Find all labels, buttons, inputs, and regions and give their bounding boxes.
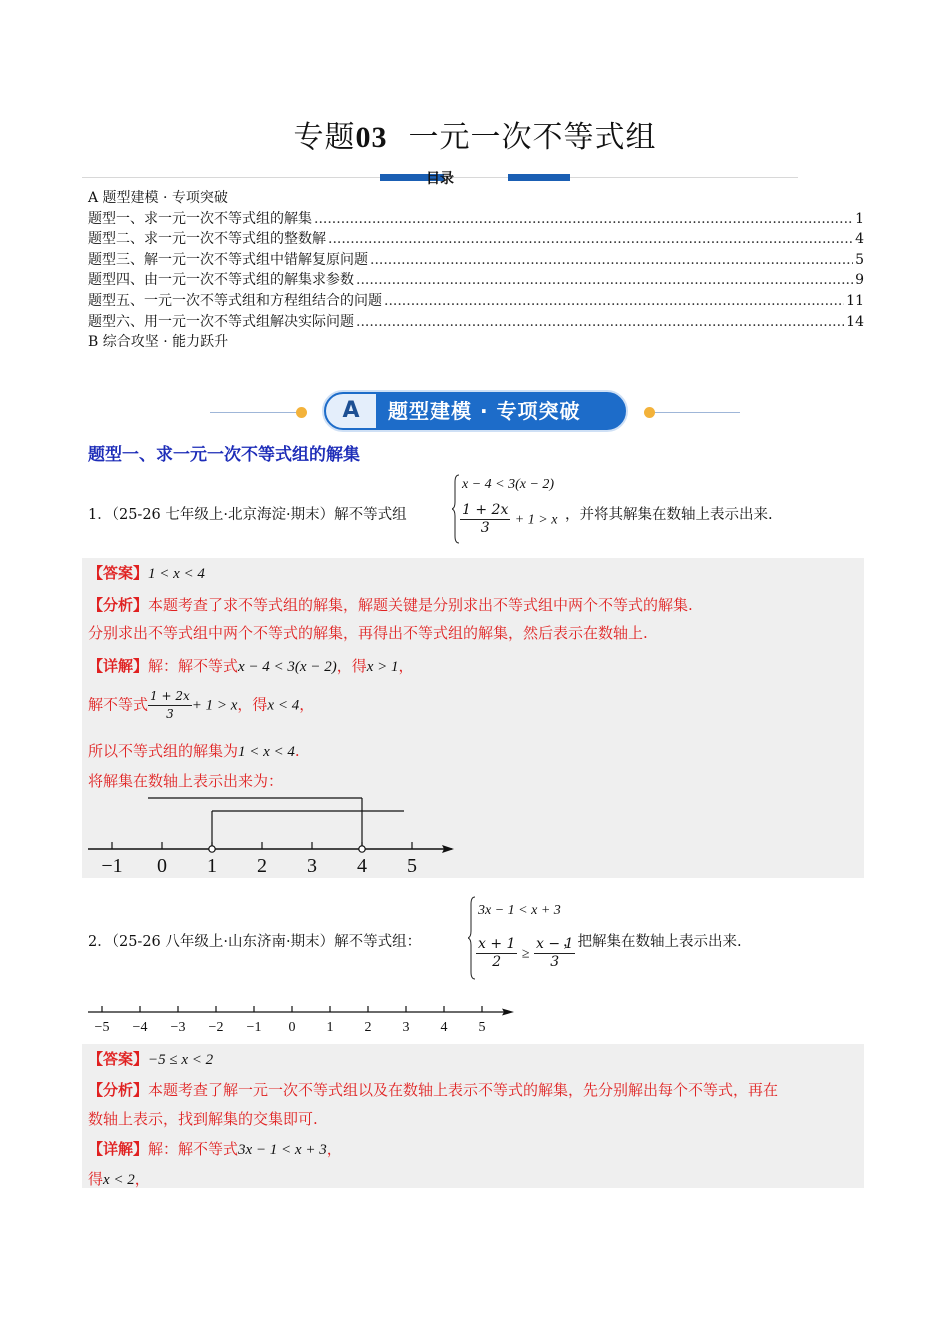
question-1: 1．（25-26 七年级上·北京海淀·期末）解不等式组 [88, 507, 407, 523]
q2-suffix: ，把解集在数轴上表示出来. [563, 934, 742, 950]
axis-tick-label: 2 [364, 1020, 372, 1035]
toc-part-b[interactable]: B 综合攻坚 · 能力跃升 [88, 334, 229, 351]
axis-tick-label: 3 [307, 855, 317, 877]
a1-analysis-2: 分别求出不等式组中两个不等式的解集，再得出不等式组的解集，然后表示在数轴上. [88, 624, 648, 642]
toc-item[interactable]: 题型四、由一元一次不等式组的解集求参数 ..... 9 [88, 270, 864, 291]
banner-line-right [650, 412, 740, 413]
toc-header [82, 168, 798, 188]
axis-tick-label: −5 [94, 1020, 110, 1035]
axis-tick-label: 0 [157, 855, 167, 877]
axis-tick-label: 5 [407, 855, 417, 877]
banner-line-left [210, 412, 300, 413]
banner-letter-badge: A [326, 394, 376, 428]
axis-tick-label: −1 [101, 855, 123, 877]
axis-tick-label: −3 [170, 1020, 186, 1035]
axis-tick-label: 3 [402, 1020, 410, 1035]
a2-detail-1: 【详解】解：解不等式3x − 1 < x + 3， [88, 1140, 342, 1158]
axis-tick-label: 1 [326, 1020, 334, 1035]
a2-analysis-1: 【分析】本题考查了解一元一次不等式组以及在数轴上表示不等式的解集，先分别解出每个不等式，再在 [88, 1081, 779, 1099]
a1-detail-2: 解不等式 $\frac{1 + 2x}{3}$ + 1 > x，得x < 4， [88, 689, 315, 721]
axis-tick-label: 0 [288, 1020, 296, 1035]
a1-answer: 【答案】1 < x < 4 [88, 564, 205, 582]
a2-detail-2: 得x < 2， [88, 1170, 150, 1188]
a1-detail-3: 所以不等式组的解集为1 < x < 4. [88, 742, 300, 760]
axis-tick-label: 4 [440, 1020, 448, 1035]
banner-dot-right [644, 407, 655, 418]
section-title: 题型一、求一元一次不等式组的解集 [88, 445, 360, 465]
axis-tick-label: −4 [132, 1020, 148, 1035]
a2-answer: 【答案】−5 ≤ x < 2 [88, 1050, 214, 1068]
number-line-1 [82, 792, 482, 878]
toc-item[interactable]: 题型五、一元一次不等式组和方程组结合的问题 ..... 11 [88, 291, 864, 312]
axis-tick-label: −1 [246, 1020, 262, 1035]
axis-tick-label: 5 [478, 1020, 486, 1035]
brace-icon [452, 474, 460, 544]
page-title [0, 112, 950, 156]
toc-item[interactable]: 题型六、用一元一次不等式组解决实际问题 ..... 14 [88, 312, 864, 333]
a1-detail-4: 将解集在数轴上表示出来为： [88, 772, 284, 790]
q2-ineq2: $\frac{x + 1}{2}$ ≥ $\frac{x - 1}{3}$ [478, 936, 574, 970]
brace-icon [468, 896, 476, 980]
q1-ineq2: $\frac{1 + 2x}{3}$ + 1 > x [462, 502, 558, 536]
axis-tick-label: 4 [357, 855, 367, 877]
q2-inequality-system [468, 896, 578, 980]
banner-dot-left [296, 407, 307, 418]
axis-tick-label: −2 [208, 1020, 224, 1035]
q1-ineq1: x − 4 < 3(x − 2) [462, 477, 555, 492]
banner-text: 题型建模 · 专项突破 [388, 399, 581, 423]
toc-part-a[interactable]: A 题型建模 · 专项突破 [88, 190, 228, 206]
toc-item[interactable]: 题型一、求一元一次不等式组的解集 ..... 1 [88, 209, 864, 230]
banner-pill [322, 390, 628, 432]
toc-item[interactable]: 题型二、求一元一次不等式组的整数解 ..... 4 [88, 229, 864, 250]
title-number: 03 [355, 121, 388, 154]
toc-item[interactable]: 题型三、解一元一次不等式组中错解复原问题 ..... 5 [88, 250, 864, 271]
toc-label: 目录 [426, 171, 454, 187]
q1-inequality-system [452, 474, 572, 544]
q1-suffix: ，并将其解集在数轴上表示出来. [565, 507, 773, 523]
title-prefix: 专题 [293, 120, 356, 155]
question-2: 2．（25-26 八年级上·山东济南·期末）解不等式组： [88, 934, 422, 950]
a1-detail-1: 【详解】解：解不等式x − 4 < 3(x − 2)，得x > 1， [88, 657, 414, 675]
a2-analysis-2: 数轴上表示，找到解集的交集即可. [88, 1110, 318, 1128]
open-circle-4 [359, 846, 365, 852]
table-of-contents [88, 188, 864, 353]
a1-analysis-1: 【分析】本题考查了求不等式组的解集，解题关键是分别求出不等式组中两个不等式的解集. [88, 596, 693, 614]
open-circle-1 [209, 846, 215, 852]
number-line-2 [82, 1000, 522, 1040]
axis-tick-label: 2 [257, 855, 267, 877]
q2-ineq1: 3x − 1 < x + 3 [478, 903, 561, 918]
axis-tick-label: 1 [207, 855, 217, 877]
title-text: 一元一次不等式组 [408, 120, 657, 155]
section-banner [210, 390, 740, 434]
